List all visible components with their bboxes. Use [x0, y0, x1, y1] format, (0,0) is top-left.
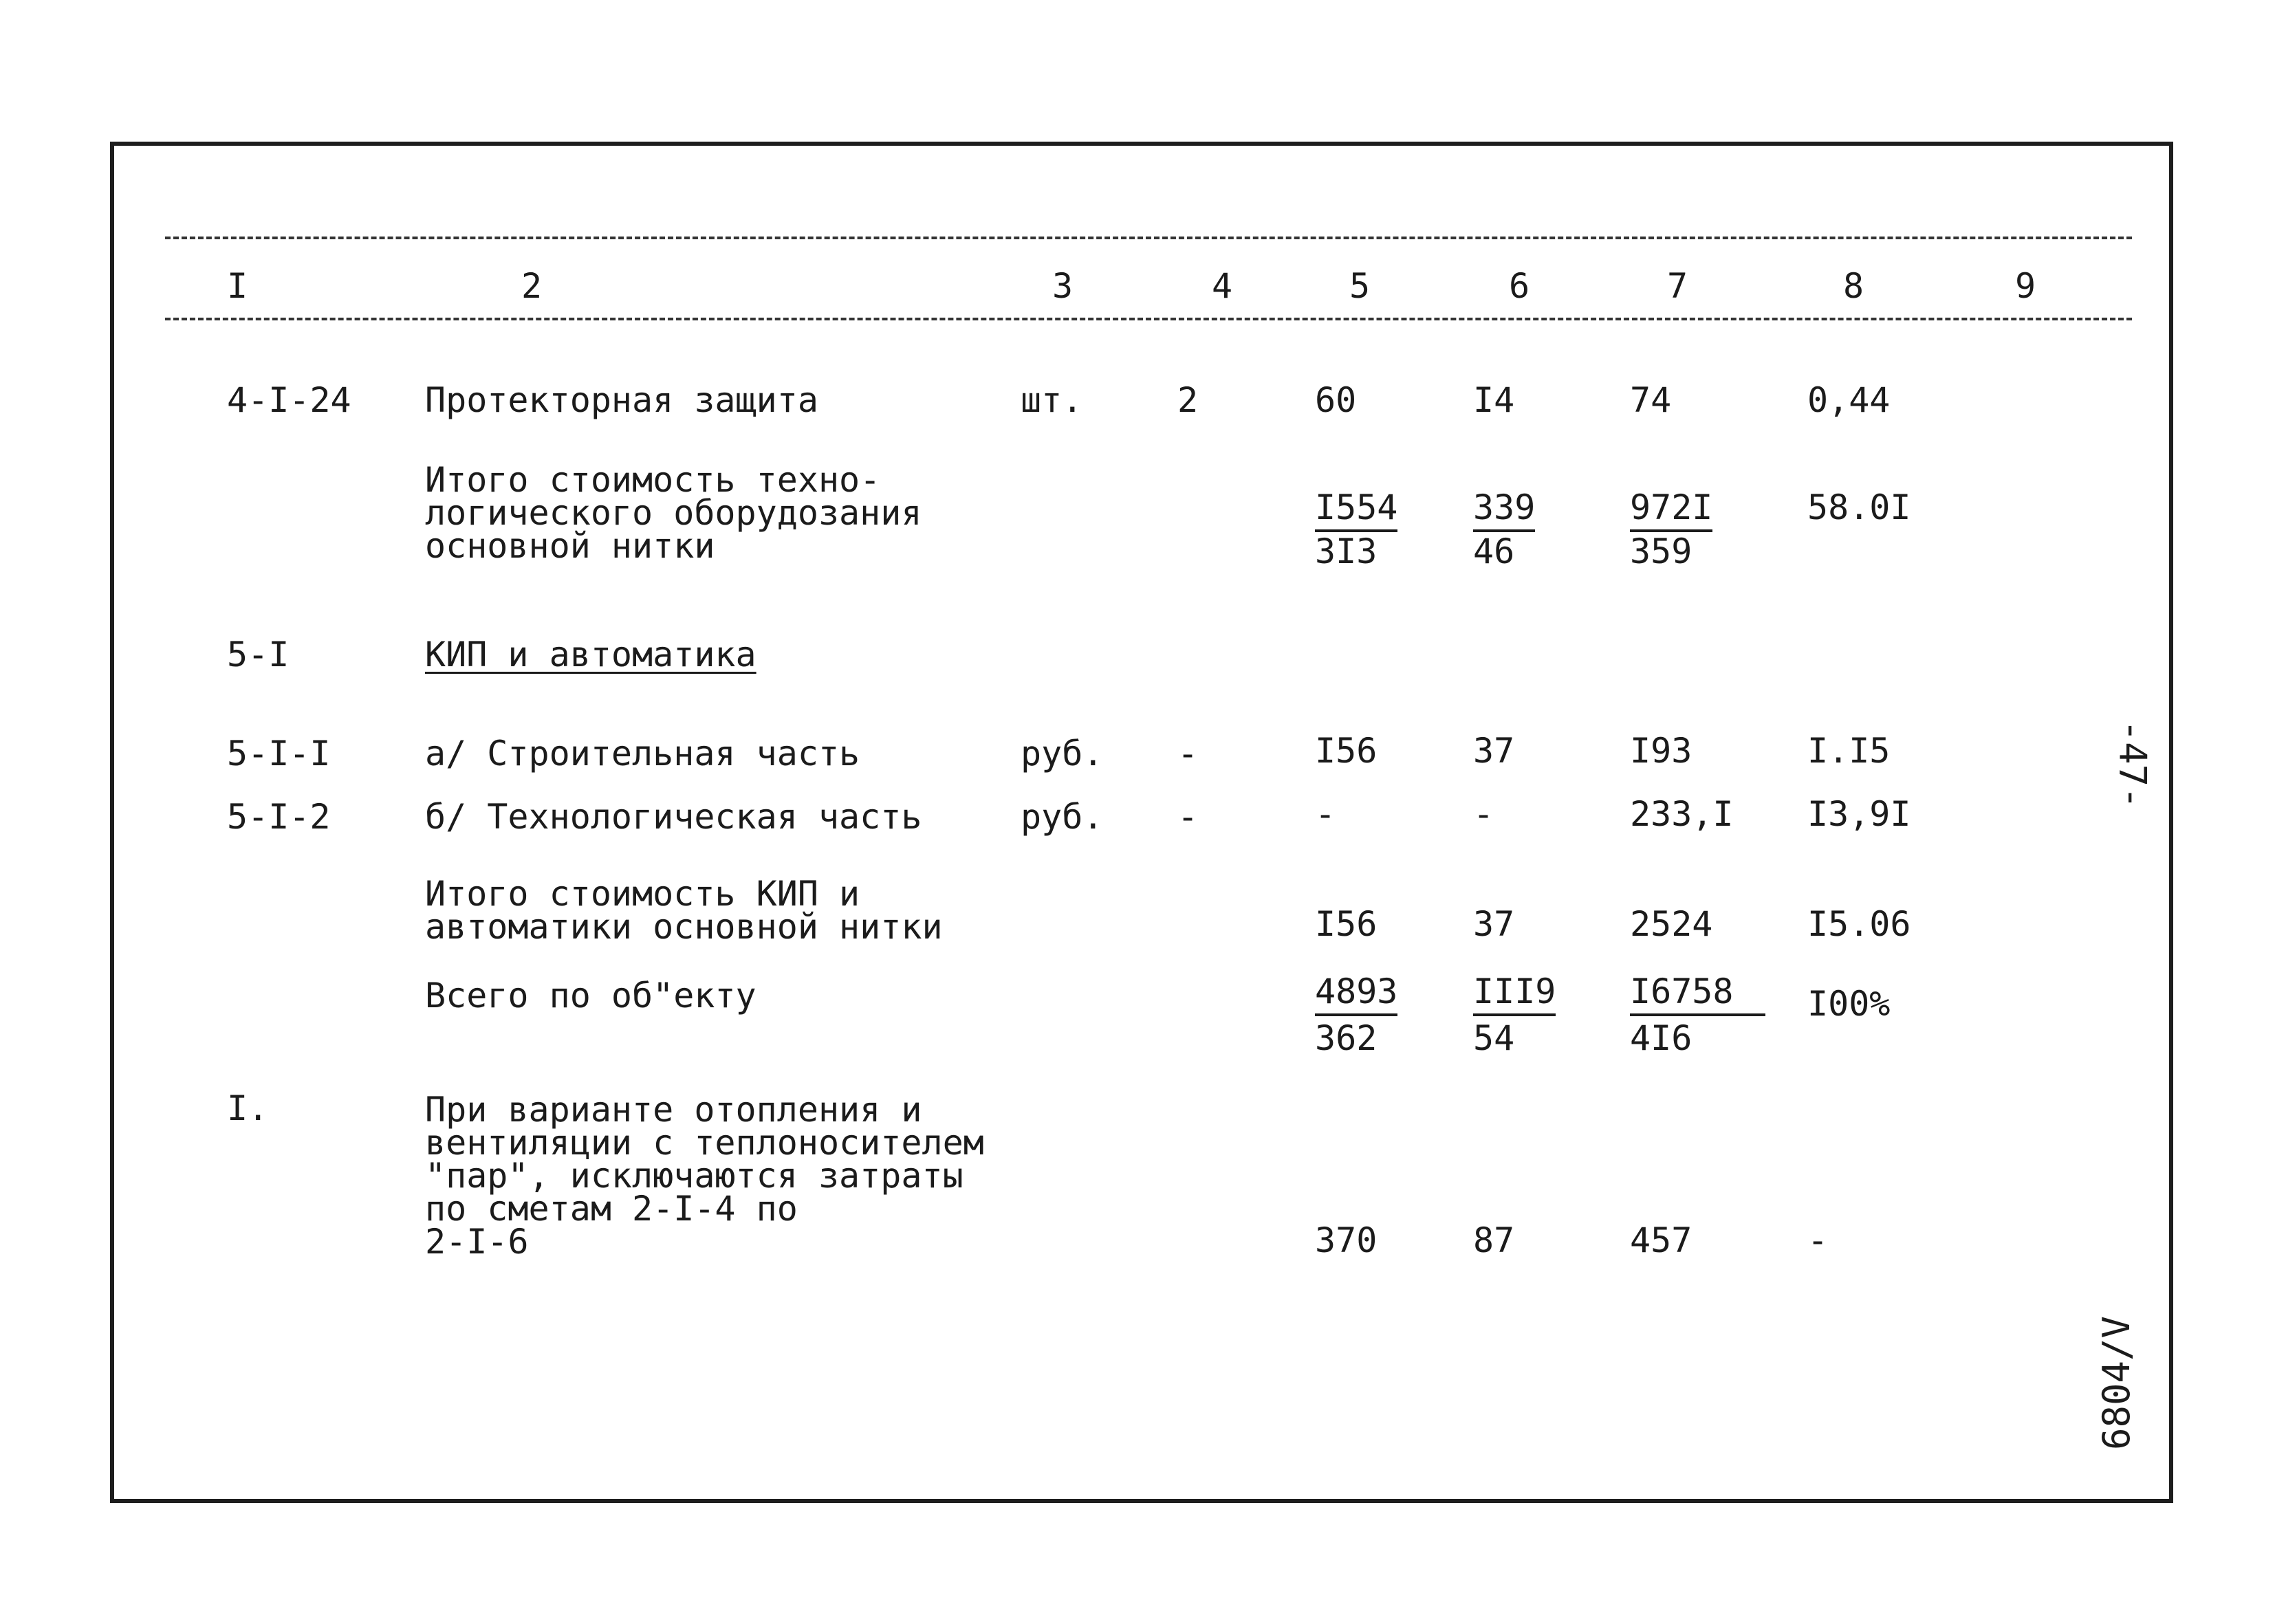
row-col7-numerator: 972I	[1630, 488, 1712, 532]
row-unit: руб.	[1021, 797, 1104, 837]
row-col7: 74	[1630, 380, 1672, 420]
row-col8: 0,44	[1807, 380, 1891, 420]
row-col7: I93	[1630, 731, 1692, 771]
row-col6: I4	[1473, 380, 1515, 420]
row-col7: 233,I	[1630, 794, 1734, 834]
row-col5: I56	[1315, 904, 1378, 944]
col-header-4: 4	[1212, 266, 1233, 306]
row-col6-numerator: III9	[1473, 972, 1556, 1016]
row-name-line: автоматики основной нитки	[425, 907, 943, 947]
col-header-1: I	[227, 266, 248, 306]
row-qty: -	[1177, 797, 1199, 837]
col-header-6: 6	[1509, 266, 1530, 306]
row-code: 4-I-24	[227, 380, 351, 420]
col-header-9: 9	[2015, 266, 2036, 306]
page-number: -47-	[2111, 719, 2155, 809]
row-col8: 58.0I	[1807, 487, 1911, 527]
row-name-line: основной нитки	[425, 526, 715, 566]
row-col6: 37	[1473, 731, 1515, 771]
row-col8: I00%	[1807, 984, 1891, 1024]
col-header-7: 7	[1667, 266, 1688, 306]
row-name: б/ Технологическая часть	[425, 797, 922, 837]
row-col5-denominator: 362	[1315, 1018, 1378, 1058]
row-unit: руб.	[1021, 734, 1104, 773]
row-name-line: вентиляции с теплоносителем	[425, 1123, 984, 1163]
row-col5: 370	[1315, 1220, 1378, 1260]
document-code: 6804/V	[2095, 1315, 2139, 1451]
row-col5: I56	[1315, 731, 1378, 771]
row-unit: шт.	[1021, 380, 1083, 420]
row-qty: -	[1177, 734, 1199, 773]
row-col7-denominator: 4I6	[1630, 1018, 1692, 1058]
row-col6-denominator: 46	[1473, 531, 1515, 571]
row-col8: I5.06	[1807, 904, 1911, 944]
row-col6: 87	[1473, 1220, 1515, 1260]
row-name-line: логического оборудозания	[425, 493, 922, 533]
row-name-line: "пар", исключаются затраты	[425, 1156, 964, 1196]
row-col5: -	[1315, 794, 1336, 834]
row-col6-denominator: 54	[1473, 1018, 1515, 1058]
col-header-2: 2	[521, 266, 543, 306]
col-header-5: 5	[1349, 266, 1371, 306]
row-col7-denominator: 359	[1630, 531, 1692, 571]
col-header-8: 8	[1843, 266, 1864, 306]
header-top-rule	[165, 237, 2132, 239]
row-col8: -	[1807, 1220, 1829, 1260]
row-name: а/ Строительная часть	[425, 734, 860, 773]
row-col7: 2524	[1630, 904, 1713, 944]
row-name-line: по сметам 2-I-4 по	[425, 1189, 798, 1229]
row-col8: I3,9I	[1807, 794, 1911, 834]
row-col7: 457	[1630, 1220, 1692, 1260]
row-code: I.	[227, 1088, 269, 1128]
row-qty: 2	[1177, 380, 1199, 420]
row-code: 5-I-2	[227, 797, 331, 837]
row-col6: 37	[1473, 904, 1515, 944]
header-bottom-rule	[165, 318, 2132, 320]
row-name-line: 2-I-6	[425, 1222, 529, 1262]
row-col5: 60	[1315, 380, 1357, 420]
row-name-line: Итого стоимость техно-	[425, 460, 881, 500]
row-name-line: При варианте отопления и	[425, 1090, 922, 1130]
row-col5-numerator: 4893	[1315, 972, 1397, 1016]
section-title: КИП и автоматика	[425, 635, 756, 674]
row-col6: -	[1473, 794, 1494, 834]
row-col7-numerator: I6758	[1630, 972, 1765, 1016]
row-name-line: Итого стоимость КИП и	[425, 874, 860, 914]
row-name: Всего по об"екту	[425, 976, 756, 1016]
row-col6-numerator: 339	[1473, 488, 1535, 532]
row-code: 5-I-I	[227, 734, 331, 773]
row-code: 5-I	[227, 635, 290, 674]
row-col5-denominator: 3I3	[1315, 531, 1378, 571]
row-col5-numerator: I554	[1315, 488, 1397, 532]
col-header-3: 3	[1052, 266, 1074, 306]
row-col8: I.I5	[1807, 731, 1891, 771]
row-name: Протекторная защита	[425, 380, 818, 420]
